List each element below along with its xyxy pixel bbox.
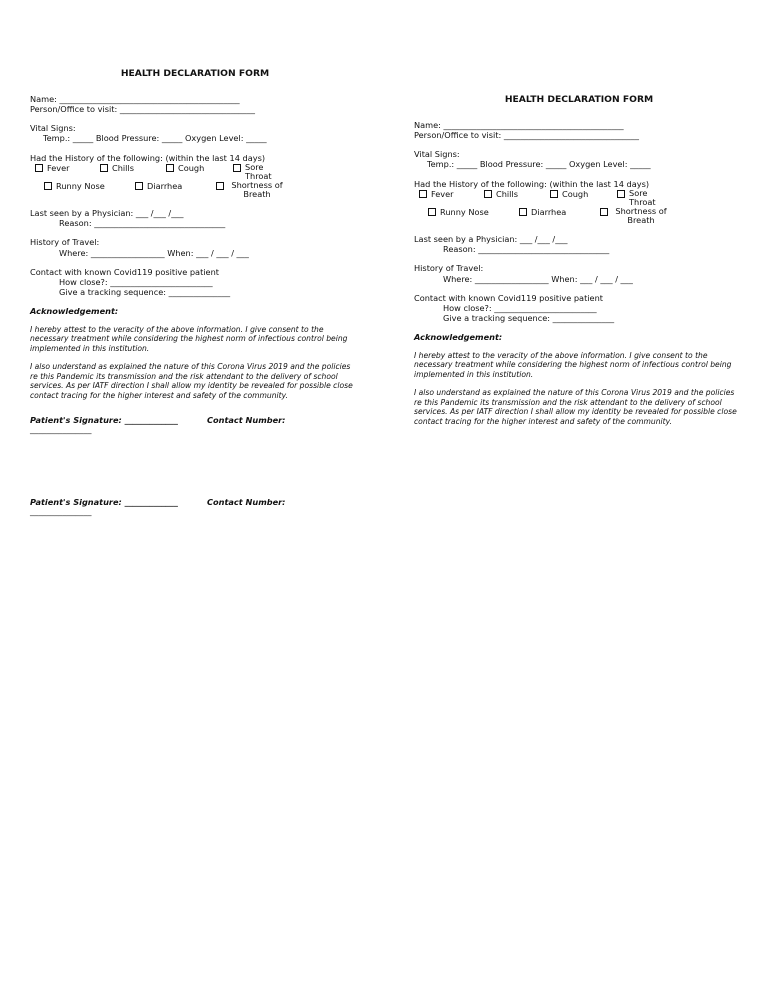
history-label: Had the History of the following: (within the last 14 days) xyxy=(414,178,650,189)
checkbox-icon xyxy=(419,190,427,198)
checkbox-icon xyxy=(428,208,436,216)
chills-checkbox[interactable] xyxy=(484,189,518,199)
diarrhea-checkbox[interactable] xyxy=(519,207,566,217)
shortness-of-breath-label: Shortness of Breath xyxy=(615,205,667,226)
checkbox-icon xyxy=(519,208,527,216)
cough-checkbox[interactable] xyxy=(166,163,204,173)
acknowledgement-paragraph-2: I also understand as explained the nature of this Corona Virus 2019 and the policies re this Pandemic its transmission and the risk attendant to the delivery of school services. As per IATF direction I shall allow my identity be revealed for possible close contact tracing for the higher interest and safety of the community. xyxy=(30,362,353,400)
symptoms-row-1 xyxy=(414,187,744,208)
runny-nose-checkbox[interactable] xyxy=(428,207,489,217)
acknowledgement-paragraph-1: I hereby attest to the veracity of the above information. I give consent to the necessary treatment while considering the highest norm of infectious control being implemented in this institution. xyxy=(414,350,732,379)
checkbox-icon xyxy=(233,164,241,172)
contact-number-label: Contact Number: xyxy=(207,415,286,426)
reason-field[interactable]: Reason: ________________________________ xyxy=(443,244,610,254)
form-title: HEALTH DECLARATION FORM xyxy=(504,94,654,105)
vital-signs-label: Vital Signs: xyxy=(30,123,76,133)
travel-label: History of Travel: xyxy=(30,237,100,248)
runny-nose-label: Runny Nose xyxy=(56,180,105,191)
acknowledgement-heading: Acknowledgement: xyxy=(30,305,119,316)
checkbox-icon xyxy=(135,182,143,190)
checkbox-icon xyxy=(617,190,625,198)
acknowledgement-paragraph-2: I also understand as explained the nature of this Corona Virus 2019 and the policies re this Pandemic its transmission and the risk attendant to the delivery of school services. As per IATF direction I shall allow my identity be revealed for possible close contact tracing for the higher interest and safety of the community. xyxy=(414,388,737,426)
contact-label: Contact with known Covid119 positive patient xyxy=(414,292,603,303)
reason-field[interactable]: Reason: ________________________________ xyxy=(59,218,226,228)
vitals-fields[interactable]: Temp.: _____ Blood Pressure: _____ Oxygen Level: _____ xyxy=(427,159,651,170)
runny-nose-label: Runny Nose xyxy=(440,206,489,217)
shortness-of-breath-checkbox[interactable] xyxy=(600,207,670,226)
cough-checkbox[interactable] xyxy=(550,189,588,199)
vitals-fields[interactable]: Temp.: _____ Blood Pressure: _____ Oxygen Level: _____ xyxy=(43,133,267,144)
signature-row xyxy=(30,415,360,439)
health-declaration-form-right xyxy=(414,94,744,435)
physician-field[interactable]: Last seen by a Physician: ___ /___ /___ xyxy=(414,233,568,244)
chills-checkbox[interactable] xyxy=(100,163,134,173)
acknowledgement-heading: Acknowledgement: xyxy=(414,331,503,342)
travel-fields[interactable]: Where: __________________ When: ___ / ___ / ___ xyxy=(443,273,633,284)
checkbox-icon xyxy=(484,190,492,198)
fever-label: Fever xyxy=(431,188,454,199)
diarrhea-label: Diarrhea xyxy=(531,206,567,217)
checkbox-icon xyxy=(166,164,174,172)
history-label: Had the History of the following: (within the last 14 days) xyxy=(30,152,266,163)
cough-label: Cough xyxy=(562,188,589,199)
checkbox-icon xyxy=(44,182,52,190)
health-declaration-form-left xyxy=(30,68,360,521)
shortness-of-breath-label: Shortness of Breath xyxy=(231,179,283,200)
vital-signs-label: Vital Signs: xyxy=(414,149,460,159)
diarrhea-label: Diarrhea xyxy=(147,180,183,191)
how-close-field[interactable]: How close?: _________________________ xyxy=(59,277,213,287)
symptoms-row-1 xyxy=(30,161,360,182)
fever-checkbox[interactable] xyxy=(419,189,454,199)
acknowledgement-paragraph-1: I hereby attest to the veracity of the above information. I give consent to the necessary treatment while considering the highest norm of infectious control being implemented in this institution. xyxy=(30,324,348,353)
checkbox-icon xyxy=(600,208,608,216)
tracking-field[interactable]: Give a tracking sequence: _______________ xyxy=(59,287,231,298)
sore-throat-label: Sore Throat xyxy=(629,187,656,208)
name-field[interactable]: Name: ____________________________________________ xyxy=(414,119,624,130)
checkbox-icon xyxy=(100,164,108,172)
symptoms-row-2 xyxy=(414,207,744,229)
tracking-field[interactable]: Give a tracking sequence: _______________ xyxy=(443,313,615,324)
fever-label: Fever xyxy=(47,162,70,173)
person-office-field[interactable]: Person/Office to visit: _________________________________ xyxy=(30,103,255,114)
name-field[interactable]: Name: ____________________________________________ xyxy=(30,93,240,104)
contact-number-label-2: Contact Number: xyxy=(207,497,286,508)
chills-label: Chills xyxy=(496,188,518,199)
patient-signature-field[interactable]: Patient's Signature: _____________ xyxy=(30,415,178,426)
signature-underline-2: _______________ xyxy=(30,506,92,517)
diarrhea-checkbox[interactable] xyxy=(135,181,182,191)
sore-throat-checkbox[interactable] xyxy=(233,163,285,182)
checkbox-icon xyxy=(550,190,558,198)
checkbox-icon xyxy=(35,164,43,172)
sore-throat-label: Sore Throat xyxy=(245,161,272,182)
contact-label: Contact with known Covid119 positive patient xyxy=(30,266,219,277)
travel-fields[interactable]: Where: __________________ When: ___ / ___ / ___ xyxy=(59,247,249,258)
form-title: HEALTH DECLARATION FORM xyxy=(120,68,270,79)
shortness-of-breath-checkbox[interactable] xyxy=(216,181,286,200)
fever-checkbox[interactable] xyxy=(35,163,70,173)
cough-label: Cough xyxy=(178,162,205,173)
physician-field[interactable]: Last seen by a Physician: ___ /___ /___ xyxy=(30,207,184,218)
signature-row-2 xyxy=(30,497,360,521)
runny-nose-checkbox[interactable] xyxy=(44,181,105,191)
sore-throat-checkbox[interactable] xyxy=(617,189,669,208)
patient-signature-field-2[interactable]: Patient's Signature: _____________ xyxy=(30,497,178,508)
how-close-field[interactable]: How close?: _________________________ xyxy=(443,303,597,313)
symptoms-row-2 xyxy=(30,181,360,203)
travel-label: History of Travel: xyxy=(414,263,484,274)
chills-label: Chills xyxy=(112,162,134,173)
signature-underline: _______________ xyxy=(30,424,92,435)
person-office-field[interactable]: Person/Office to visit: _________________________________ xyxy=(414,129,639,140)
checkbox-icon xyxy=(216,182,224,190)
